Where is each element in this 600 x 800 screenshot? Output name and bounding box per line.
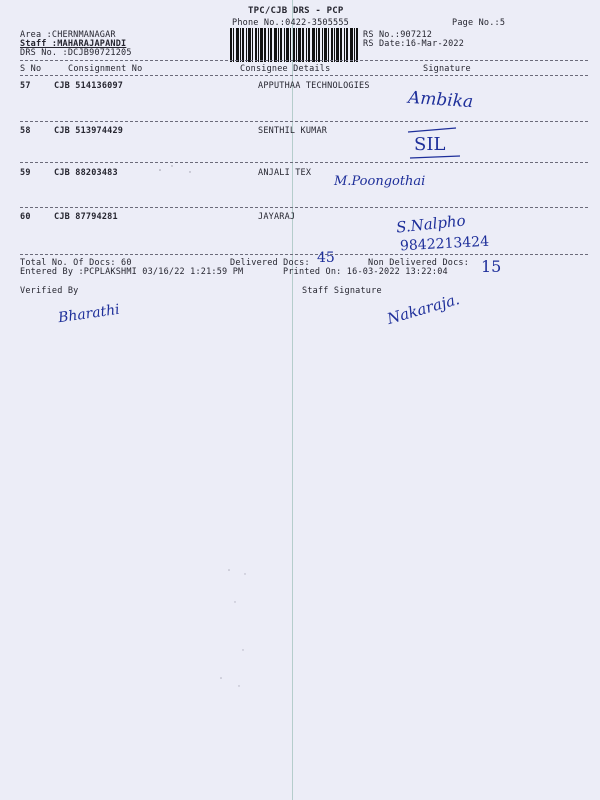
verified-signature: Bharathi — [57, 301, 121, 327]
drs-number: DRS No. :DCJB90721205 — [20, 48, 132, 58]
delivered-docs: Delivered Docs: — [230, 258, 310, 268]
page-number: Page No.:5 — [452, 18, 506, 28]
non-delivered-count: 15 — [481, 257, 502, 276]
phone-number: Phone No.:0422-3505555 — [232, 18, 349, 28]
row-s-no: 59 — [20, 168, 31, 178]
area-field: Area :CHERNMANAGAR — [20, 30, 116, 40]
row-consignment: CJB 513974429 — [54, 126, 124, 136]
row-consignee: JAYARAJ — [258, 212, 296, 222]
row-consignment: CJB 87794281 — [54, 212, 118, 222]
scan-specks — [150, 160, 210, 180]
barcode — [230, 28, 358, 62]
staff-signature: Nakaraja. — [384, 290, 462, 328]
scan-specks — [215, 560, 275, 700]
divider — [20, 75, 588, 76]
col-signature: Signature — [423, 64, 471, 74]
row-consignment: CJB 514136097 — [54, 81, 124, 91]
divider — [20, 121, 588, 122]
scan-line — [292, 0, 293, 800]
row-consignee: ANJALI TEX — [258, 168, 312, 178]
divider — [20, 207, 588, 208]
total-docs: Total No. Of Docs: 60 — [20, 258, 132, 268]
row-signature: SIL — [414, 134, 446, 155]
delivered-count: 45 — [317, 250, 335, 266]
sheet-title: TPC/CJB DRS - PCP — [248, 6, 344, 16]
verified-by-label: Verified By — [20, 286, 79, 296]
col-consignee: Consignee Details — [240, 64, 331, 74]
staff-field: Staff :MAHARAJAPANDI — [20, 39, 127, 49]
row-consignee: SENTHIL KUMAR — [258, 126, 328, 136]
rs-number: RS No.:907212 — [363, 30, 433, 40]
row-s-no: 58 — [20, 126, 31, 136]
divider — [20, 60, 588, 61]
col-s-no: S No — [20, 64, 42, 74]
row-signature: Ambika — [407, 87, 474, 113]
row-s-no: 60 — [20, 212, 31, 222]
divider — [20, 254, 588, 255]
row-signature: S.Nalpho — [395, 211, 467, 237]
non-delivered-docs: Non Delivered Docs: — [368, 258, 470, 268]
printed-on: Printed On: 16-03-2022 13:22:04 — [283, 267, 448, 277]
signature-flourish — [404, 126, 466, 162]
row-signature: M.Poongothai — [334, 174, 426, 189]
staff-signature-label: Staff Signature — [302, 286, 382, 296]
rs-date: RS Date:16-Mar-2022 — [363, 39, 465, 49]
row-s-no: 57 — [20, 81, 31, 91]
entered-by: Entered By :PCPLAKSHMI 03/16/22 1:21:59 PM — [20, 267, 244, 277]
row-phone: 9842213424 — [399, 233, 490, 255]
divider — [20, 162, 588, 163]
row-consignee: APPUTHAA TECHNOLOGIES — [258, 81, 370, 91]
row-consignment: CJB 88203483 — [54, 168, 118, 178]
col-consignment: Consignment No — [68, 64, 143, 74]
